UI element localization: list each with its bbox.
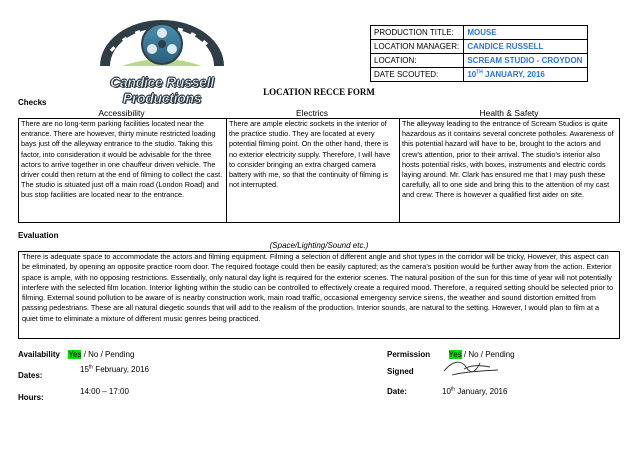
permission-options: / No / Pending [461, 350, 515, 359]
info-row-manager [371, 40, 588, 54]
info-row-date-scouted [371, 68, 588, 82]
column-header-accessibility: Accessibility [98, 108, 145, 118]
date-rest: JANUARY, 2016 [482, 70, 545, 79]
checks-heading: Checks [18, 98, 47, 107]
dates-suffix: th [88, 364, 94, 371]
form-title: LOCATION RECCE FORM [263, 87, 375, 97]
hours-label: Hours: [18, 393, 44, 402]
company-logo [82, 14, 242, 106]
checks-table [18, 118, 620, 223]
health-safety-cell: The alleyway leading to the entrance of Scream Studios is quite hazardous as it contains several concrete potholes. Awareness of this potential hazard will have to be, brought to the actors and crew’s attention, prior to their arrival. The studio’s interior also hosts potential risks, with boxes, instruments and electric cords laying around. Mr. Clark has ensured me that I may push these carefully, all to one side and bring this to the attention of my cast and crew. There is however a qualified first aider on site. [400, 119, 620, 223]
dates-day: 15 [80, 365, 89, 374]
dates-rest: February, 2016 [93, 365, 149, 374]
info-label: DATE SCOUTED: [371, 68, 464, 82]
info-value [464, 68, 588, 82]
date-day: 10 [467, 70, 477, 79]
date-suffix: TH [476, 69, 483, 76]
logo-text: Candice Russell Productions [110, 74, 214, 106]
availability-value [68, 350, 134, 359]
date-day: 10 [442, 387, 451, 396]
info-label: PRODUCTION TITLE: [371, 26, 464, 40]
date-suffix: th [450, 386, 456, 393]
accessibility-cell: There are no long-term parking facilities located near the entrance. There are however, thirty minute restricted loading bays just off the alleyway entrance to the studio. Taking this factor, into consideration it would be advisable for the three actors to arrive together in one chauffeur driven vehicle. The driver could then return at the end of filming to collect the cast. The studio is situated just off a main road (London Road) and bus stop facilities are located near to the entrance. [19, 119, 227, 223]
availability-label: Availability [18, 350, 60, 359]
electrics-cell: There are ample electric sockets in the interior of the practice studio. They are located at every potential filming point. On the other hand, there is no exterior electricity supply. Therefore, I will have to consider bringing an extra charged camera battery with me, so that the continuity of filming is not interrupted. [227, 119, 400, 223]
evaluation-subheading: (Space/Lighting/Sound etc.) [269, 241, 369, 250]
date-rest: January, 2016 [455, 387, 508, 396]
production-info-table [370, 25, 588, 82]
availability-options: / No / Pending [81, 350, 135, 359]
dates-label: Dates: [18, 371, 43, 380]
availability-selected: Yes [68, 350, 82, 359]
signed-label: Signed [387, 367, 414, 376]
evaluation-heading: Evaluation [18, 231, 59, 240]
column-header-health-safety: Health & Safety [479, 108, 539, 118]
signature-image [440, 355, 504, 379]
info-label: LOCATION MANAGER: [371, 40, 464, 54]
evaluation-text: There is adequate space to accommodate the actors and filming equipment. Filming a selection of different angle and shot types in the corridor will be tricky, However, this aspect can be eliminated, by opening an opposite practice room door. The required footage could then be easily captured; as the camera’s position would be further away from the action. Exterior space is ample, with no opposing restrictions. Essentially, only natural day light is required for the exterior scenes. The natural position of the sun for this time of year will not potentially interfere with the selected film location. Interior lighting within the studio can be controlled to effectively create a required mood. Therefore, a required setting should be selected prior to filming. External sound pollution to be aware of is nearby construction work, main road traffic, occasional emergency service sirens, the weather and sound distortion emitted from passing pedestrians. These are all natural diegetic sounds that will add to the realism of the production. Interior sounds, are natural to the setting. However, I would plan to film at a quiet time to eliminate a mixture of different music genres being practiced. [18, 251, 620, 339]
info-value: MOUSE [464, 26, 588, 40]
info-value: SCREAM STUDIO - CROYDON [464, 54, 588, 68]
permission-label: Permission [387, 350, 431, 359]
date-label: Date: [387, 387, 408, 396]
availability-row [18, 344, 134, 362]
info-value: CANDICE RUSSELL [464, 40, 588, 54]
checks-row [19, 119, 620, 223]
info-row-location [371, 54, 588, 68]
hours-value: 14:00 – 17:00 [80, 387, 129, 396]
column-header-electrics: Electrics [295, 108, 329, 118]
film-reel-icon [82, 14, 242, 76]
permission-selected: Yes [448, 350, 462, 359]
info-label: LOCATION: [371, 54, 464, 68]
date-value [442, 387, 507, 396]
hours-row [18, 387, 44, 405]
info-row-title [371, 26, 588, 40]
dates-row [18, 365, 42, 383]
dates-value [80, 365, 149, 374]
